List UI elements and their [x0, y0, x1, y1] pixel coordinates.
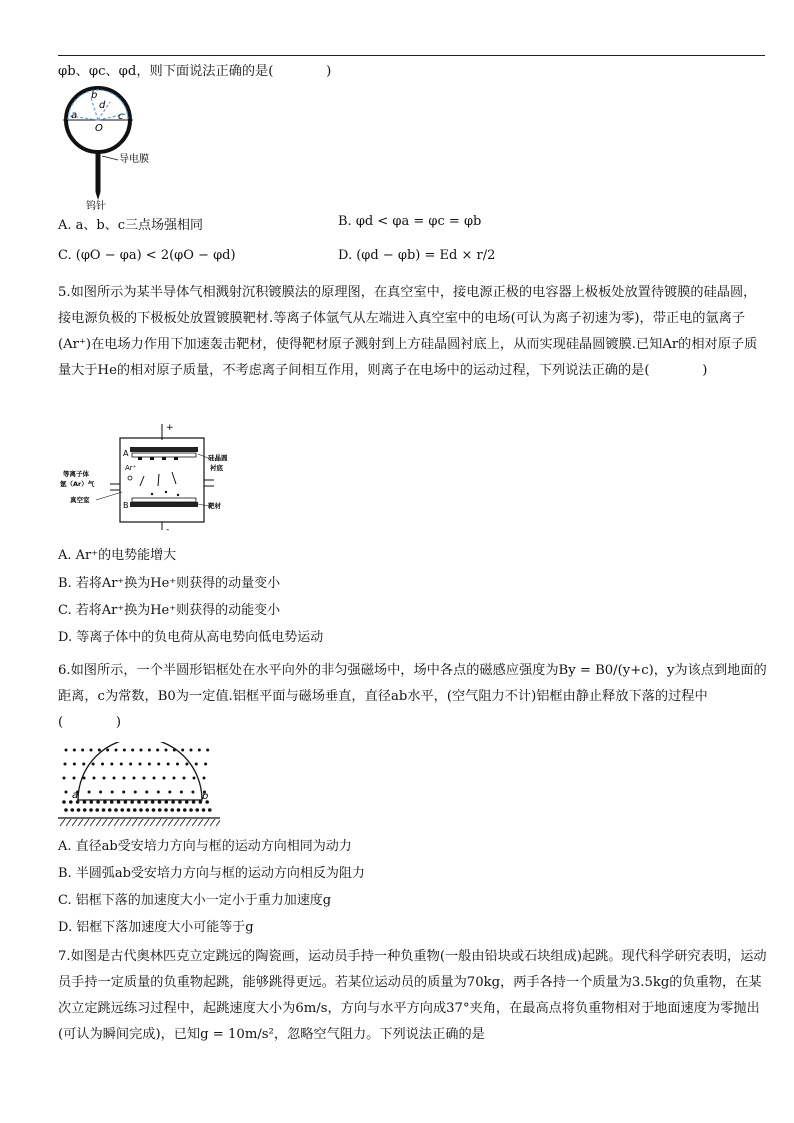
q5-figure	[58, 420, 248, 536]
ground-hatch	[90, 819, 95, 826]
q4-label-a: a	[71, 110, 78, 121]
field-dot	[65, 791, 68, 794]
field-dot	[114, 808, 118, 812]
field-dot	[140, 749, 143, 752]
field-dot	[73, 749, 76, 752]
q4-label-needle: 钨针	[86, 201, 106, 210]
field-dot	[64, 763, 67, 766]
q4-label-c: c	[118, 111, 124, 122]
field-dot	[163, 777, 166, 780]
field-dot	[111, 791, 114, 794]
field-dot	[108, 808, 112, 812]
field-dot	[110, 800, 114, 804]
field-dot	[115, 749, 118, 752]
field-dot	[73, 763, 76, 766]
q4-option-d[interactable]: D. (φd − φb) = Ed × r/2	[338, 248, 496, 263]
q4-option-b[interactable]: B. φd < φa = φc = φb	[338, 214, 482, 229]
field-dot	[148, 763, 151, 766]
field-dot	[185, 800, 189, 804]
field-dot	[183, 808, 187, 812]
field-dot	[176, 763, 179, 766]
field-dot	[63, 777, 66, 780]
field-dot	[120, 808, 124, 812]
q6-figure	[58, 742, 220, 832]
q6-option-a[interactable]: A. 直径ab受安培力方向与框的运动方向相同为动力	[58, 839, 352, 854]
field-dot	[177, 808, 181, 812]
field-dot	[123, 749, 126, 752]
q7-stem: 7.如图是古代奥林匹克立定跳远的陶瓷画，运动员手持一种负重物(一般由铅块或石块组成)起跳。现代科学研究表明，运动员手持一定质量的负重物起跳，能够跳得更远。若某位运动员的质量为70kg，两手各持一个质量为3.5kg的负重物，在某次立定跳远练习过程中，起跳速度大小为6m/s，方向与水平方向成37°夹角，在最高点将负重物相对于地面速度为零抛出(可认为瞬间完成)，已知g = 10m/s²，忽略空气阻力。下列说法正确的是	[58, 949, 767, 1042]
ground-hatch	[204, 819, 209, 826]
q5-label-B: B	[123, 501, 129, 510]
q5-label-wafer1: 硅晶圆	[208, 454, 228, 462]
field-dot	[110, 763, 113, 766]
q4-label-O: O	[95, 123, 103, 134]
field-dot	[158, 808, 162, 812]
field-dot	[88, 791, 91, 794]
ground-hatch	[60, 819, 65, 826]
field-dot	[153, 777, 156, 780]
field-dot	[83, 777, 86, 780]
field-dot	[173, 777, 176, 780]
ground-hatch	[156, 819, 161, 826]
field-dot	[89, 808, 93, 812]
field-dot	[89, 800, 93, 804]
field-dot	[95, 808, 99, 812]
field-dot	[127, 808, 131, 812]
field-dot	[206, 749, 209, 752]
field-dot	[165, 749, 168, 752]
q5-label-plus: +	[166, 423, 174, 433]
field-dot	[189, 808, 193, 812]
q4-stem-tail: φb、φc、φd，则下面说法正确的是( )	[58, 64, 332, 79]
ground-hatch	[144, 819, 149, 826]
ground-hatch	[180, 819, 185, 826]
field-dot	[82, 763, 85, 766]
field-dot	[164, 800, 168, 804]
q5-label-gas2: 氩（Ar）气	[60, 480, 95, 488]
q4-label-film: 导电膜	[119, 154, 149, 165]
field-dot	[208, 808, 212, 812]
field-dot	[203, 777, 206, 780]
q5-label-gas1: 等离子体	[63, 470, 89, 478]
q5-stem: 5.如图所示为某半导体气相溅射沉积镀膜法的原理图，在真空室中，接电源正极的电容器上极板处放置待镀膜的硅晶圆，接电源负极的下极板处放置镀膜靶材.等离子体氩气从左端进入真空室中的电场(可认为离子初速为零)，带正电的氩离子(Ar⁺)在电场力作用下加速轰击靶材，使得靶材原子溅射到上方硅晶圆衬底上，从而实现硅晶圆镀膜.已知Ar的相对原子质量大于He的相对原子质量，不考虑离子间相互作用，则离子在电场中的运动过程，下列说法正确的是( )	[58, 285, 758, 378]
field-dot	[157, 763, 160, 766]
field-dot	[198, 749, 201, 752]
field-dot	[151, 800, 155, 804]
q5-label-wafer2: 衬底	[210, 464, 223, 472]
field-dot	[120, 763, 123, 766]
field-dot	[103, 777, 106, 780]
q5-option-a[interactable]: A. Ar⁺的电势能增大	[58, 548, 177, 563]
q5-label-target: 靶材	[208, 502, 221, 510]
ground-hatch	[102, 819, 107, 826]
field-dot	[98, 749, 101, 752]
field-dot	[180, 791, 183, 794]
ground-hatch	[168, 819, 173, 826]
field-dot	[103, 800, 107, 804]
ground-hatch	[150, 819, 155, 826]
field-dot	[137, 800, 141, 804]
q5-option-b[interactable]: B. 若将Ar⁺换为He⁺则获得的动量变小	[58, 576, 281, 591]
ground-hatch	[84, 819, 89, 826]
field-dot	[122, 791, 125, 794]
field-dot	[123, 777, 126, 780]
q6-label-a: a	[72, 790, 79, 801]
ground-hatch	[78, 819, 83, 826]
field-dot	[81, 749, 84, 752]
ground-hatch	[162, 819, 167, 826]
ground-hatch	[210, 819, 215, 826]
field-dot	[96, 800, 100, 804]
field-dot	[124, 800, 128, 804]
q5-label-minus: -	[166, 525, 170, 535]
field-dot	[178, 800, 182, 804]
ground-hatch	[186, 819, 191, 826]
ground-hatch	[132, 819, 137, 826]
ground-hatch	[66, 819, 71, 826]
field-dot	[129, 763, 132, 766]
ground-hatch	[138, 819, 143, 826]
field-dot	[64, 808, 68, 812]
field-dot	[145, 791, 148, 794]
field-dot	[99, 791, 102, 794]
field-dot	[183, 777, 186, 780]
q4-option-a[interactable]: A. a、b、c三点场强相同	[58, 218, 204, 233]
field-dot	[133, 808, 137, 812]
field-dot	[130, 800, 134, 804]
field-dot	[83, 808, 87, 812]
field-dot	[152, 808, 156, 812]
field-dot	[181, 749, 184, 752]
q5-label-A: A	[123, 449, 129, 458]
field-dot	[202, 808, 206, 812]
field-dot	[157, 791, 160, 794]
q5-label-chamber: 真空室	[70, 496, 90, 504]
q6-option-c[interactable]: C. 铝框下落的加速度大小一定小于重力加速度g	[58, 893, 332, 908]
q5-label-ar: Ar⁺	[125, 464, 137, 472]
field-dot	[171, 800, 175, 804]
field-dot	[133, 777, 136, 780]
field-dot	[139, 808, 143, 812]
ground-hatch	[198, 819, 203, 826]
ground-hatch	[216, 819, 220, 826]
field-dot	[92, 763, 95, 766]
field-dot	[113, 777, 116, 780]
field-dot	[131, 749, 134, 752]
field-dot	[70, 808, 74, 812]
field-dot	[191, 791, 194, 794]
field-dot	[93, 777, 96, 780]
ground-hatch	[108, 819, 113, 826]
field-dot	[204, 763, 207, 766]
field-dot	[62, 800, 66, 804]
q6-option-b[interactable]: B. 半圆弧ab受安培力方向与框的运动方向相反为阻力	[58, 866, 365, 881]
q5-option-c[interactable]: C. 若将Ar⁺换为He⁺则获得的动能变小	[58, 603, 281, 618]
field-dot	[77, 808, 81, 812]
field-dot	[167, 763, 170, 766]
ground-hatch	[96, 819, 101, 826]
field-dot	[156, 749, 159, 752]
field-dot	[101, 763, 104, 766]
q4-figure	[58, 86, 178, 210]
header-rule	[58, 55, 765, 56]
field-dot	[168, 791, 171, 794]
field-dot	[185, 763, 188, 766]
ground-hatch	[126, 819, 131, 826]
field-dot	[73, 777, 76, 780]
field-dot	[158, 800, 162, 804]
field-dot	[134, 791, 137, 794]
ground-hatch	[72, 819, 77, 826]
ground-hatch	[114, 819, 119, 826]
field-dot	[170, 808, 174, 812]
field-dot	[192, 800, 196, 804]
field-dot	[144, 800, 148, 804]
field-dot	[143, 777, 146, 780]
q4-label-b: b	[91, 90, 98, 101]
q4-option-c[interactable]: C. (φO − φa) < 2(φO − φd)	[58, 248, 236, 263]
q6-option-d[interactable]: D. 铝框下落加速度大小可能等于g	[58, 920, 254, 935]
field-dot	[117, 800, 121, 804]
q4-label-d: d	[99, 100, 106, 111]
field-dot	[145, 808, 149, 812]
ground-hatch	[120, 819, 125, 826]
field-dot	[90, 749, 93, 752]
field-dot	[195, 763, 198, 766]
field-dot	[195, 808, 199, 812]
q5-option-d[interactable]: D. 等离子体中的负电荷从高电势向低电势运动	[58, 630, 324, 645]
field-dot	[190, 749, 193, 752]
ground-hatch	[174, 819, 179, 826]
field-dot	[106, 749, 109, 752]
field-dot	[148, 749, 151, 752]
field-dot	[193, 777, 196, 780]
field-dot	[164, 808, 168, 812]
field-dot	[139, 763, 142, 766]
field-dot	[83, 800, 87, 804]
q6-stem: 6.如图所示，一个半圆形铝框处在水平向外的非匀强磁场中，场中各点的磁感应强度为By = B0/(y+c)，y为该点到地面的距离，c为常数，B0为一定值.铝框平面与磁场垂直，直径ab水平，(空气阻力不计)铝框由静止释放下落的过程中( )	[58, 663, 767, 730]
q6-label-b: b	[202, 791, 209, 802]
field-dot	[102, 808, 106, 812]
ground-hatch	[192, 819, 197, 826]
field-dot	[65, 749, 68, 752]
